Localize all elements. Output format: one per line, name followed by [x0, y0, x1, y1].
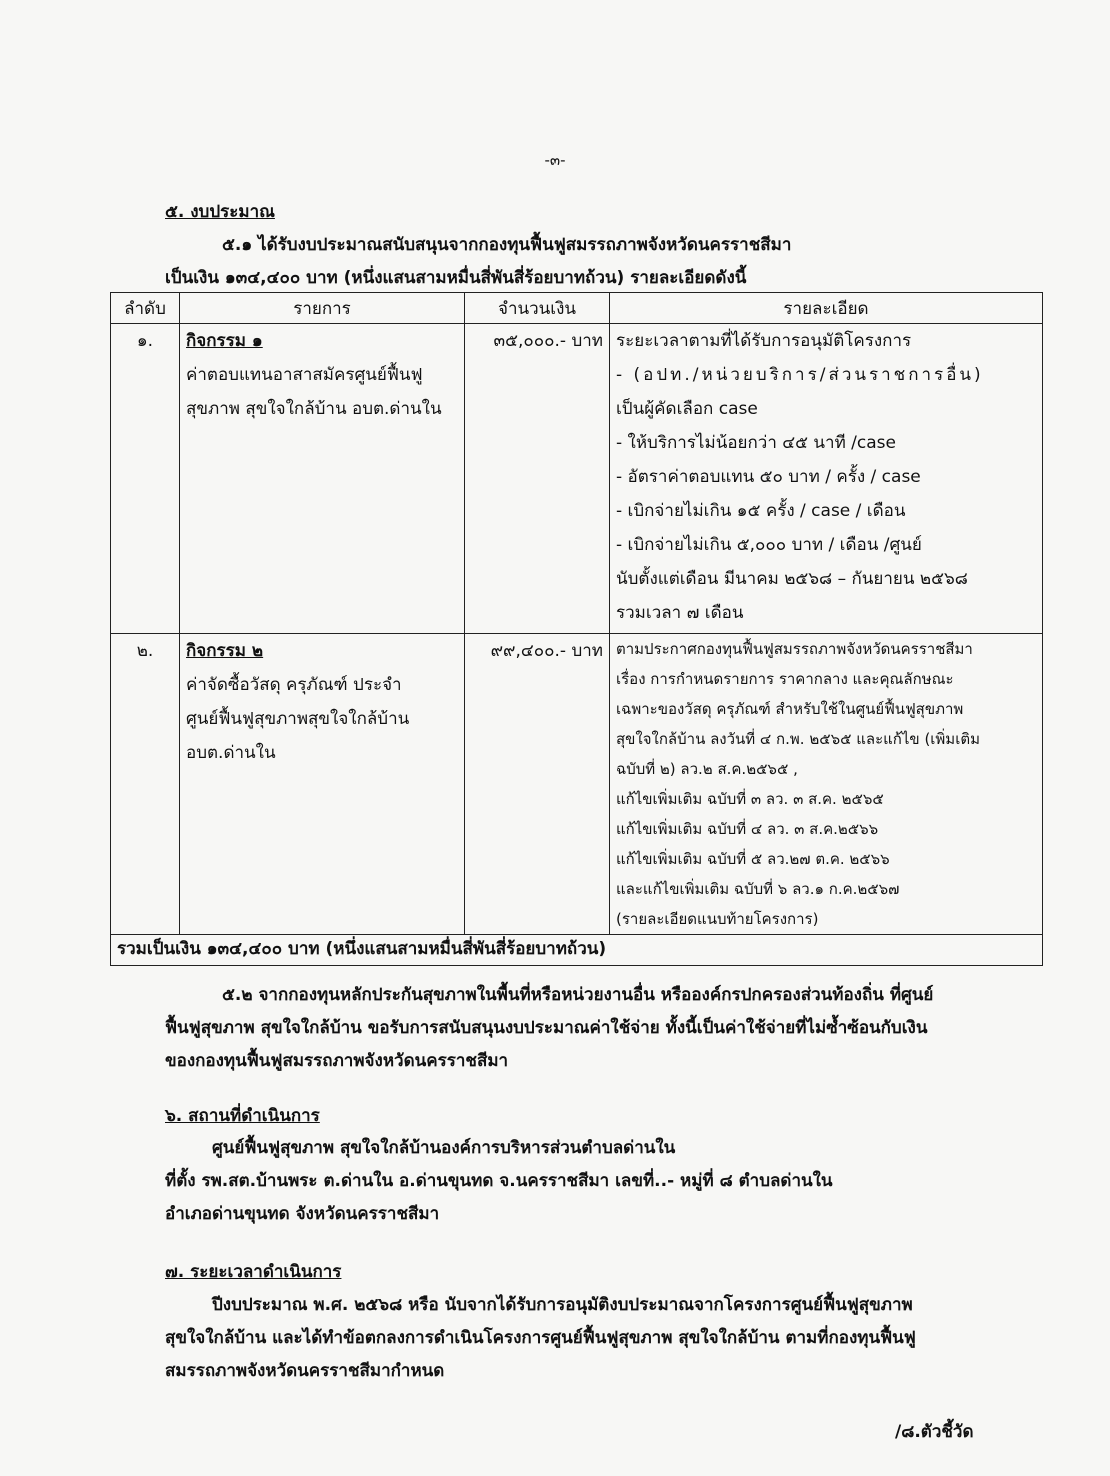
section7-line2: สุขใจใกล้บ้าน และได้ทำข้อตกลงการดำเนินโครงการศูนย์ฟื้นฟูสุขภาพ สุขใจใกล้บ้าน ตามที่กองทุนฟื้นฟู: [165, 1328, 916, 1348]
section7-line3: สมรรถภาพจังหวัดนครราชสีมากำหนด: [165, 1361, 445, 1381]
table-header-row: [111, 293, 1043, 324]
header-no: ลำดับ: [111, 293, 180, 324]
section5-para1-line2: เป็นเงิน ๑๓๔,๔๐๐ บาท (หนึ่งแสนสามหมื่นสี่พันสี่ร้อยบาทถ้วน) รายละเอียดดังนี้: [165, 268, 747, 288]
header-item: รายการ: [180, 293, 465, 324]
row-item: กิจกรรม ๒ ค่าจัดซื้อวัสดุ ครุภัณฑ์ ประจำ ศูนย์ฟื้นฟูสุขภาพสุขใจใกล้บ้าน อบต.ด่านใน: [180, 634, 465, 935]
total-label: รวมเป็นเงิน ๑๓๔,๔๐๐ บาท (หนึ่งแสนสามหมื่นสี่พันสี่ร้อยบาทถ้วน): [111, 935, 1043, 966]
table-row: [111, 324, 1043, 634]
header-detail: รายละเอียด: [610, 293, 1043, 324]
budget-table: [110, 292, 1043, 966]
section6-heading: ๖. สถานที่ดำเนินการ: [165, 1106, 320, 1126]
page-number: -๓-: [544, 151, 566, 169]
section7-line1: ปีงบประมาณ พ.ศ. ๒๕๖๘ หรือ นับจากได้รับการอนุมัติงบประมาณจากโครงการศูนย์ฟื้นฟูสุขภาพ: [212, 1295, 913, 1315]
row-no: ๑.: [111, 324, 180, 634]
section7-heading: ๗. ระยะเวลาดำเนินการ: [165, 1262, 342, 1282]
row-detail: ระยะเวลาตามที่ได้รับการอนุมัติโครงการ - (อปท./หน่วยบริการ/ส่วนราชการอื่น) เป็นผู้คัดเลือก case - ให้บริการไม่น้อยกว่า ๔๕ นาที /case - อัตราค่าตอบแทน ๕๐ บาท / ครั้ง / case - เบิกจ่ายไม่เกิน ๑๕ ครั้ง / case / เดือน - เบิกจ่ายไม่เกิน ๕,๐๐๐ บาท / เดือน /ศูนย์ นับตั้งแต่เดือน มีนาคม ๒๕๖๘ – กันยายน ๒๕๖๘ รวมเวลา ๗ เดือน: [610, 324, 1043, 634]
table-row: [111, 634, 1043, 935]
row-item: กิจกรรม ๑ ค่าตอบแทนอาสาสมัครศูนย์ฟื้นฟู สุขภาพ สุขใจใกล้บ้าน อบต.ด่านใน: [180, 324, 465, 634]
section5-para1-line1: ๕.๑ ได้รับงบประมาณสนับสนุนจากกองทุนฟื้นฟูสมรรถภาพจังหวัดนครราชสีมา: [222, 235, 792, 255]
section6-line3: อำเภอด่านขุนทด จังหวัดนครราชสีมา: [165, 1204, 440, 1224]
row-detail: ตามประกาศกองทุนฟื้นฟูสมรรถภาพจังหวัดนครราชสีมา เรื่อง การกำหนดรายการ ราคากลาง และคุณลักษณะ เฉพาะของวัสดุ ครุภัณฑ์ สำหรับใช้ในศูนย์ฟื้นฟูสุขภาพ สุขใจใกล้บ้าน ลงวันที่ ๔ ก.พ. ๒๕๖๕ และแก้ไข (เพิ่มเติม ฉบับที่ ๒) ลว.๒ ส.ค.๒๕๖๕ , แก้ไขเพิ่มเติม ฉบับที่ ๓ ลว. ๓ ส.ค. ๒๕๖๕ แก้ไขเพิ่มเติม ฉบับที่ ๔ ลว. ๓ ส.ค.๒๕๖๖ แก้ไขเพิ่มเติม ฉบับที่ ๕ ลว.๒๗ ต.ค. ๒๕๖๖ และแก้ไขเพิ่มเติม ฉบับที่ ๖ ลว.๑ ก.ค.๒๕๖๗ (รายละเอียดแนบท้ายโครงการ): [610, 634, 1043, 935]
header-amount: จำนวนเงิน: [465, 293, 610, 324]
next-page-reference: /๘.ตัวชี้วัด: [895, 1422, 974, 1442]
activity-title: กิจกรรม ๑: [186, 331, 263, 351]
para52-line2: ฟื้นฟูสุขภาพ สุขใจใกล้บ้าน ขอรับการสนับสนุนงบประมาณค่าใช้จ่าย ทั้งนี้เป็นค่าใช้จ่ายที่ไม่ซ้ำซ้อนกับเงิน: [165, 1018, 928, 1038]
para52-line3: ของกองทุนฟื้นฟูสมรรถภาพจังหวัดนครราชสีมา: [165, 1051, 509, 1071]
table-total-row: [111, 935, 1043, 966]
section6-line1: ศูนย์ฟื้นฟูสุขภาพ สุขใจใกล้บ้านองค์การบริหารส่วนตำบลด่านใน: [212, 1138, 676, 1158]
section6-line2: ที่ตั้ง รพ.สต.บ้านพระ ต.ด่านใน อ.ด่านขุนทด จ.นครราชสีมา เลขที่..- หมู่ที่ ๘ ตำบลด่านใน: [165, 1171, 833, 1191]
row-amount: ๓๕,๐๐๐.- บาท: [465, 324, 610, 634]
row-no: ๒.: [111, 634, 180, 935]
activity-title: กิจกรรม ๒: [186, 641, 264, 661]
section5-heading: ๕. งบประมาณ: [165, 202, 275, 222]
row-amount: ๙๙,๔๐๐.- บาท: [465, 634, 610, 935]
para52-line1: ๕.๒ จากกองทุนหลักประกันสุขภาพในพื้นที่หรือหน่วยงานอื่น หรือองค์กรปกครองส่วนท้องถิ่น ที่ศูนย์: [222, 985, 934, 1005]
